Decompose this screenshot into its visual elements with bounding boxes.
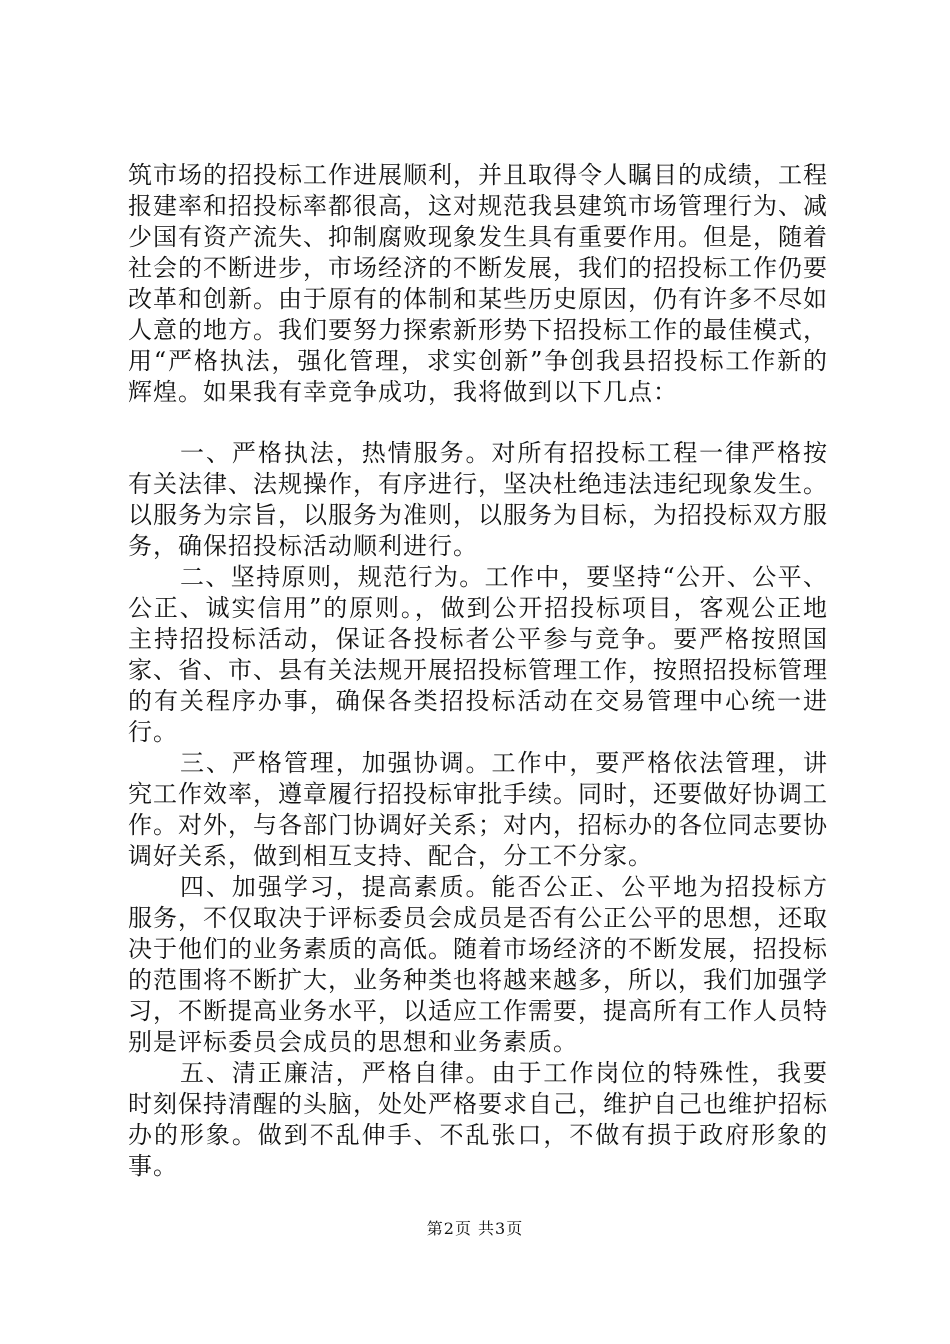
page-footer: 第2页 共3页 (426, 1219, 524, 1238)
paragraph-point-5: 五、清正廉洁，严格自律。由于工作岗位的特殊性，我要时刻保持清醒的头脑，处处严格要求自己，维护自己也维护招标办的形象。做到不乱伸手、不乱张口，不做有损于政府形象的事。 (128, 1059, 828, 1180)
paragraph-point-2: 二、坚持原则，规范行为。工作中，要坚持“公开、公平、公正、诚实信用”的原则。，做到公开招投标项目，客观公正地主持招投标活动，保证各投标者公平参与竞争。要严格按照国家、省、市、县有关法规开展招投标管理工作，按照招投标管理的有关程序办事，确保各类招投标活动在交易管理中心统一进行。 (128, 563, 828, 746)
paragraph-point-4: 四、加强学习，提高素质。能否公正、公平地为招投标方服务，不仅取决于评标委员会成员是否有公正公平的思想，还取决于他们的业务素质的高低。随着市场经济的不断发展，招投标的范围将不断扩大，业务种类也将越来越多，所以，我们加强学习，不断提高业务水平，以适应工作需要，提高所有工作人员特别是评标委员会成员的思想和业务素质。 (128, 873, 828, 1056)
paragraph-point-1: 一、严格执法，热情服务。对所有招投标工程一律严格按有关法律、法规操作，有序进行，坚决杜绝违法违纪现象发生。以服务为宗旨，以服务为准则，以服务为目标，为招投标双方服务，确保招投标活动顺利进行。 (128, 439, 828, 560)
paragraph-point-3: 三、严格管理，加强协调。工作中，要严格依法管理，讲究工作效率，遵章履行招投标审批手续。同时，还要做好协调工作。对外，与各部门协调好关系；对内，招标办的各位同志要协调好关系，做到相互支持、配合，分工不分家。 (128, 749, 828, 870)
document-body (128, 160, 828, 1182)
paragraph-intro: 筑市场的招投标工作进展顺利，并且取得令人瞩目的成绩，工程报建率和招投标率都很高，这对规范我县建筑市场管理行为、减少国有资产流失、抑制腐败现象发生具有重要作用。但是，随着社会的不断进步，市场经济的不断发展，我们的招投标工作仍要改革和创新。由于原有的体制和某些历史原因，仍有许多不尽如人意的地方。我们要努力探索新形势下招投标工作的最佳模式，用“严格执法，强化管理，求实创新”争创我县招投标工作新的辉煌。如果我有幸竞争成功，我将做到以下几点： (128, 161, 828, 406)
